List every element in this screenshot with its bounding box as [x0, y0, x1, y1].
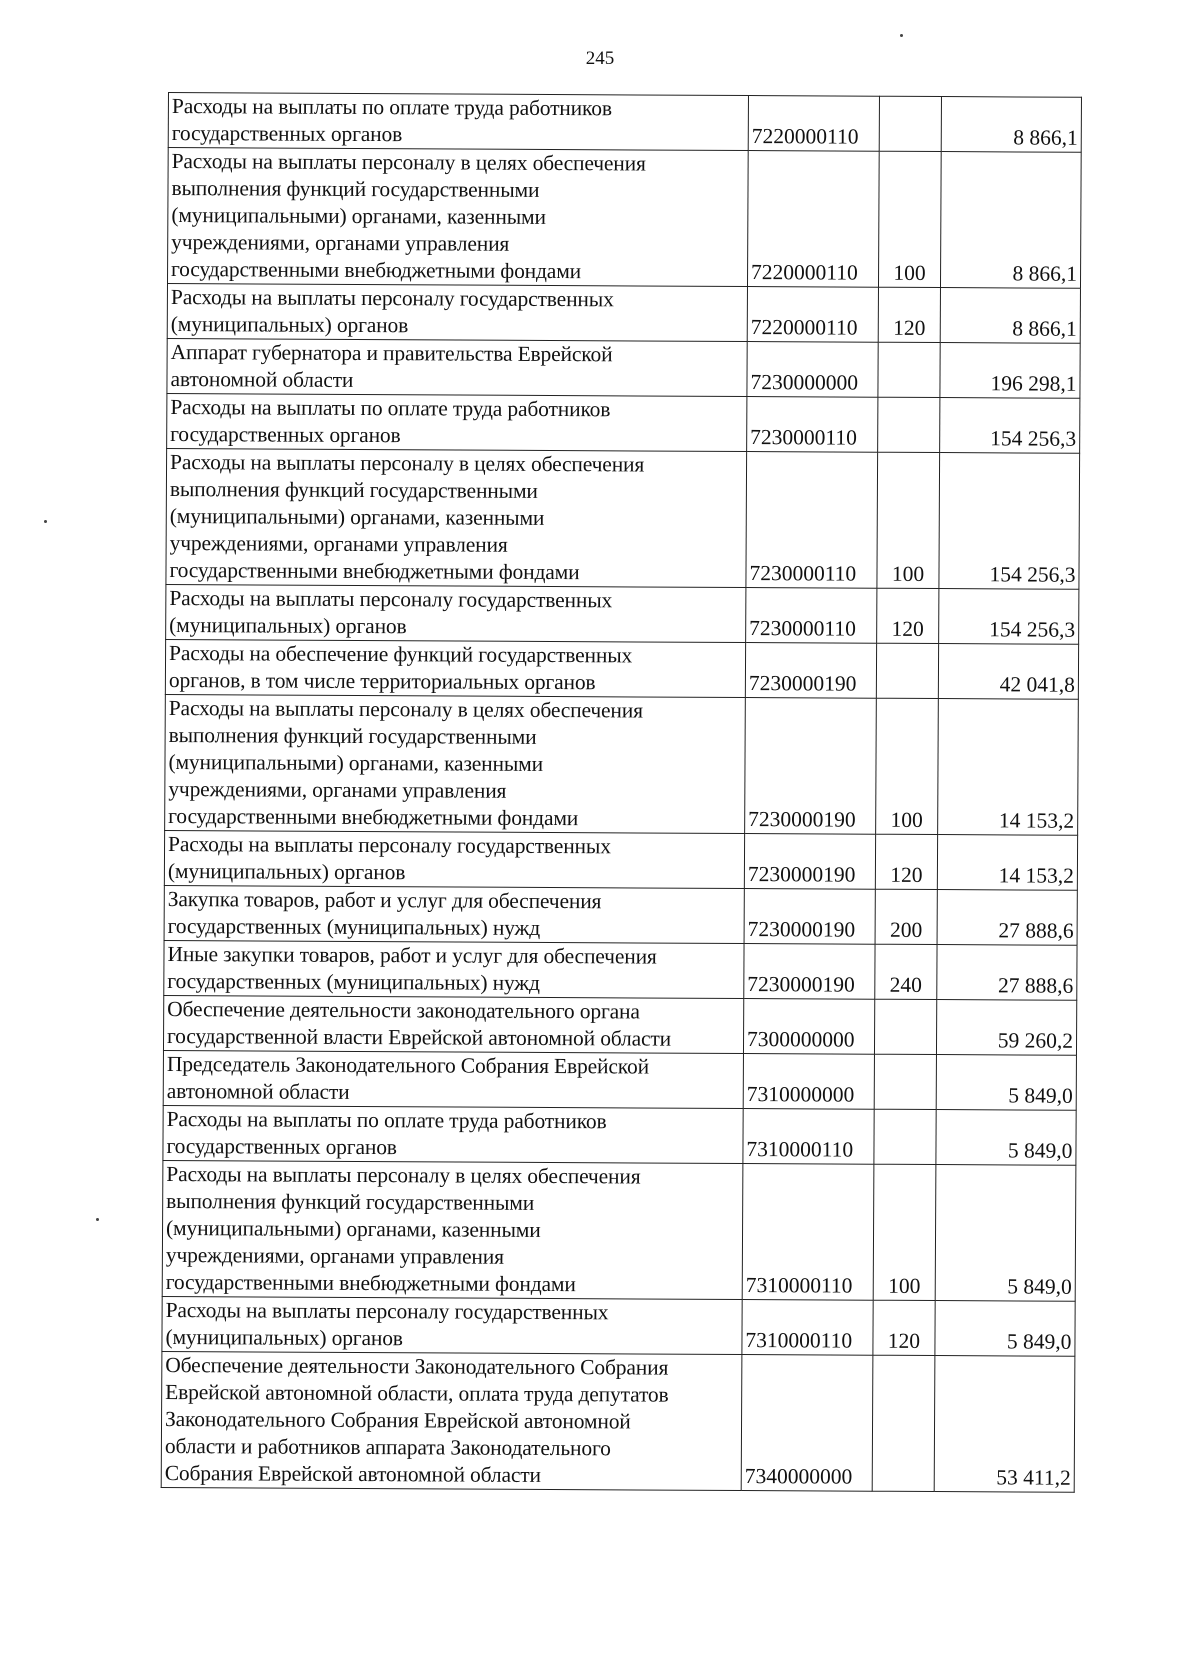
row-expense-type-cell: 240: [875, 944, 937, 999]
table-row: [167, 338, 1080, 398]
budget-table-body: [161, 93, 1081, 1493]
row-target-code-cell: 7230000190: [744, 834, 875, 890]
row-amount-cell: 196 298,1: [940, 343, 1080, 399]
table-row: [165, 694, 1079, 835]
table-row: [166, 448, 1080, 589]
table-row: [168, 93, 1081, 153]
row-target-code-cell: 7230000190: [745, 643, 876, 699]
row-target-code-cell: 7220000110: [747, 151, 879, 288]
row-amount-cell: 154 256,3: [939, 453, 1080, 590]
row-target-code-cell: 7230000110: [746, 588, 877, 644]
row-target-code-cell: 7300000000: [743, 999, 874, 1055]
row-target-code-cell: 7220000110: [747, 287, 878, 343]
table-row: [162, 1160, 1076, 1301]
row-target-code-cell: 7340000000: [741, 1355, 873, 1492]
row-amount-cell: 8 866,1: [940, 288, 1080, 344]
row-amount-cell: 154 256,3: [940, 398, 1080, 454]
row-name-cell: Расходы на выплаты персоналу государственных (муниципальных) органов: [164, 830, 744, 888]
row-target-code-cell: 7220000110: [748, 96, 879, 152]
row-amount-cell: 14 153,2: [937, 835, 1077, 891]
table-row: [167, 148, 1081, 289]
table-row: [163, 995, 1076, 1055]
row-expense-type-cell: 120: [878, 287, 940, 342]
row-name-cell: Расходы на выплаты персоналу в целях обеспечения выполнения функций государственными (муниципальными) органами, казенными учреждениями, органами управления государственными внебюджетными фондами: [162, 1160, 743, 1299]
row-name-cell: Расходы на обеспечение функций государственных органов, в том числе территориальных органов: [165, 639, 745, 697]
row-expense-type-cell: [879, 96, 941, 151]
row-target-code-cell: 7310000110: [742, 1300, 873, 1356]
row-name-cell: Обеспечение деятельности Законодательного Собрания Еврейской автономной области, оплата труда депутатов Законодательного Собрания Еврейской автономной области и работников аппарата Законодательного Собрания Еврейской автономной области: [161, 1351, 742, 1490]
row-amount-cell: 27 888,6: [937, 945, 1077, 1001]
row-expense-type-cell: 120: [875, 834, 937, 889]
row-target-code-cell: 7230000000: [747, 342, 878, 398]
budget-table-container: [161, 92, 1082, 1493]
row-target-code-cell: 7230000190: [744, 944, 875, 1000]
scan-speck: [44, 520, 47, 523]
row-name-cell: Закупка товаров, работ и услуг для обеспечения государственных (муниципальных) нужд: [164, 885, 744, 943]
row-name-cell: Расходы на выплаты по оплате труда работников государственных органов: [168, 93, 748, 151]
row-expense-type-cell: 100: [877, 452, 940, 588]
row-name-cell: Расходы на выплаты по оплате труда работников государственных органов: [167, 393, 747, 451]
row-name-cell: Иные закупки товаров, работ и услуг для обеспечения государственных (муниципальных) нужд: [164, 940, 744, 998]
row-amount-cell: 5 849,0: [936, 1055, 1076, 1111]
table-row: [163, 1105, 1076, 1165]
table-row: [164, 830, 1077, 890]
row-expense-type-cell: 120: [873, 1300, 935, 1355]
row-target-code-cell: 7310000110: [742, 1164, 874, 1301]
row-amount-cell: 14 153,2: [938, 699, 1079, 836]
table-row: [164, 885, 1077, 945]
row-name-cell: Обеспечение деятельности законодательного органа государственной власти Еврейской автономной области: [163, 995, 743, 1053]
row-amount-cell: 154 256,3: [939, 589, 1079, 645]
row-expense-type-cell: [878, 397, 940, 452]
table-row: [163, 1050, 1076, 1110]
row-expense-type-cell: [878, 342, 940, 397]
row-name-cell: Председатель Законодательного Собрания Еврейской автономной области: [163, 1050, 743, 1108]
row-amount-cell: 8 866,1: [941, 97, 1081, 153]
row-expense-type-cell: 200: [875, 889, 937, 944]
row-amount-cell: 8 866,1: [940, 152, 1081, 289]
row-amount-cell: 5 849,0: [935, 1301, 1075, 1357]
table-row: [166, 584, 1079, 644]
row-expense-type-cell: 100: [873, 1164, 936, 1300]
row-name-cell: Расходы на выплаты персоналу в целях обеспечения выполнения функций государственными (муниципальными) органами, казенными учреждениями, органами управления государственными внебюджетными фондами: [165, 694, 746, 833]
row-expense-type-cell: 100: [878, 151, 941, 287]
scan-speck: [96, 1218, 99, 1221]
row-name-cell: Расходы на выплаты персоналу государственных (муниципальных) органов: [166, 584, 746, 642]
row-expense-type-cell: 100: [876, 698, 939, 834]
table-row: [165, 639, 1078, 699]
row-expense-type-cell: [874, 999, 936, 1054]
row-name-cell: Расходы на выплаты по оплате труда работников государственных органов: [163, 1105, 743, 1163]
row-target-code-cell: 7230000190: [745, 698, 877, 835]
table-row: [167, 393, 1080, 453]
page-number: 245: [585, 48, 615, 69]
row-expense-type-cell: [874, 1054, 936, 1109]
table-row: [164, 940, 1077, 1000]
row-target-code-cell: 7310000110: [743, 1109, 874, 1165]
row-target-code-cell: 7230000190: [744, 889, 875, 945]
row-amount-cell: 59 260,2: [936, 1000, 1076, 1056]
row-amount-cell: 5 849,0: [935, 1165, 1076, 1302]
row-amount-cell: 27 888,6: [937, 890, 1077, 946]
row-expense-type-cell: [876, 643, 938, 698]
row-expense-type-cell: [872, 1355, 935, 1491]
row-name-cell: Аппарат губернатора и правительства Еврейской автономной области: [167, 338, 747, 396]
table-row: [167, 284, 1080, 344]
row-name-cell: Расходы на выплаты персоналу в целях обеспечения выполнения функций государственными (муниципальными) органами, казенными учреждениями, органами управления государственными внебюджетными фондами: [167, 148, 748, 287]
row-name-cell: Расходы на выплаты персоналу государственных (муниципальных) органов: [162, 1296, 742, 1354]
scan-speck: [900, 34, 903, 37]
row-name-cell: Расходы на выплаты персоналу государственных (муниципальных) органов: [167, 284, 747, 342]
table-row: [161, 1351, 1075, 1492]
row-amount-cell: 5 849,0: [936, 1110, 1076, 1166]
row-name-cell: Расходы на выплаты персоналу в целях обеспечения выполнения функций государственными (муниципальными) органами, казенными учреждениями, органами управления государственными внебюджетными фондами: [166, 448, 747, 587]
budget-table: [161, 92, 1082, 1493]
row-amount-cell: 53 411,2: [934, 1356, 1075, 1493]
row-target-code-cell: 7230000110: [747, 397, 878, 453]
row-target-code-cell: 7310000000: [743, 1054, 874, 1110]
row-expense-type-cell: 120: [877, 588, 939, 643]
table-row: [162, 1296, 1075, 1356]
row-expense-type-cell: [874, 1109, 936, 1164]
row-amount-cell: 42 041,8: [938, 644, 1078, 700]
row-target-code-cell: 7230000110: [746, 452, 878, 589]
